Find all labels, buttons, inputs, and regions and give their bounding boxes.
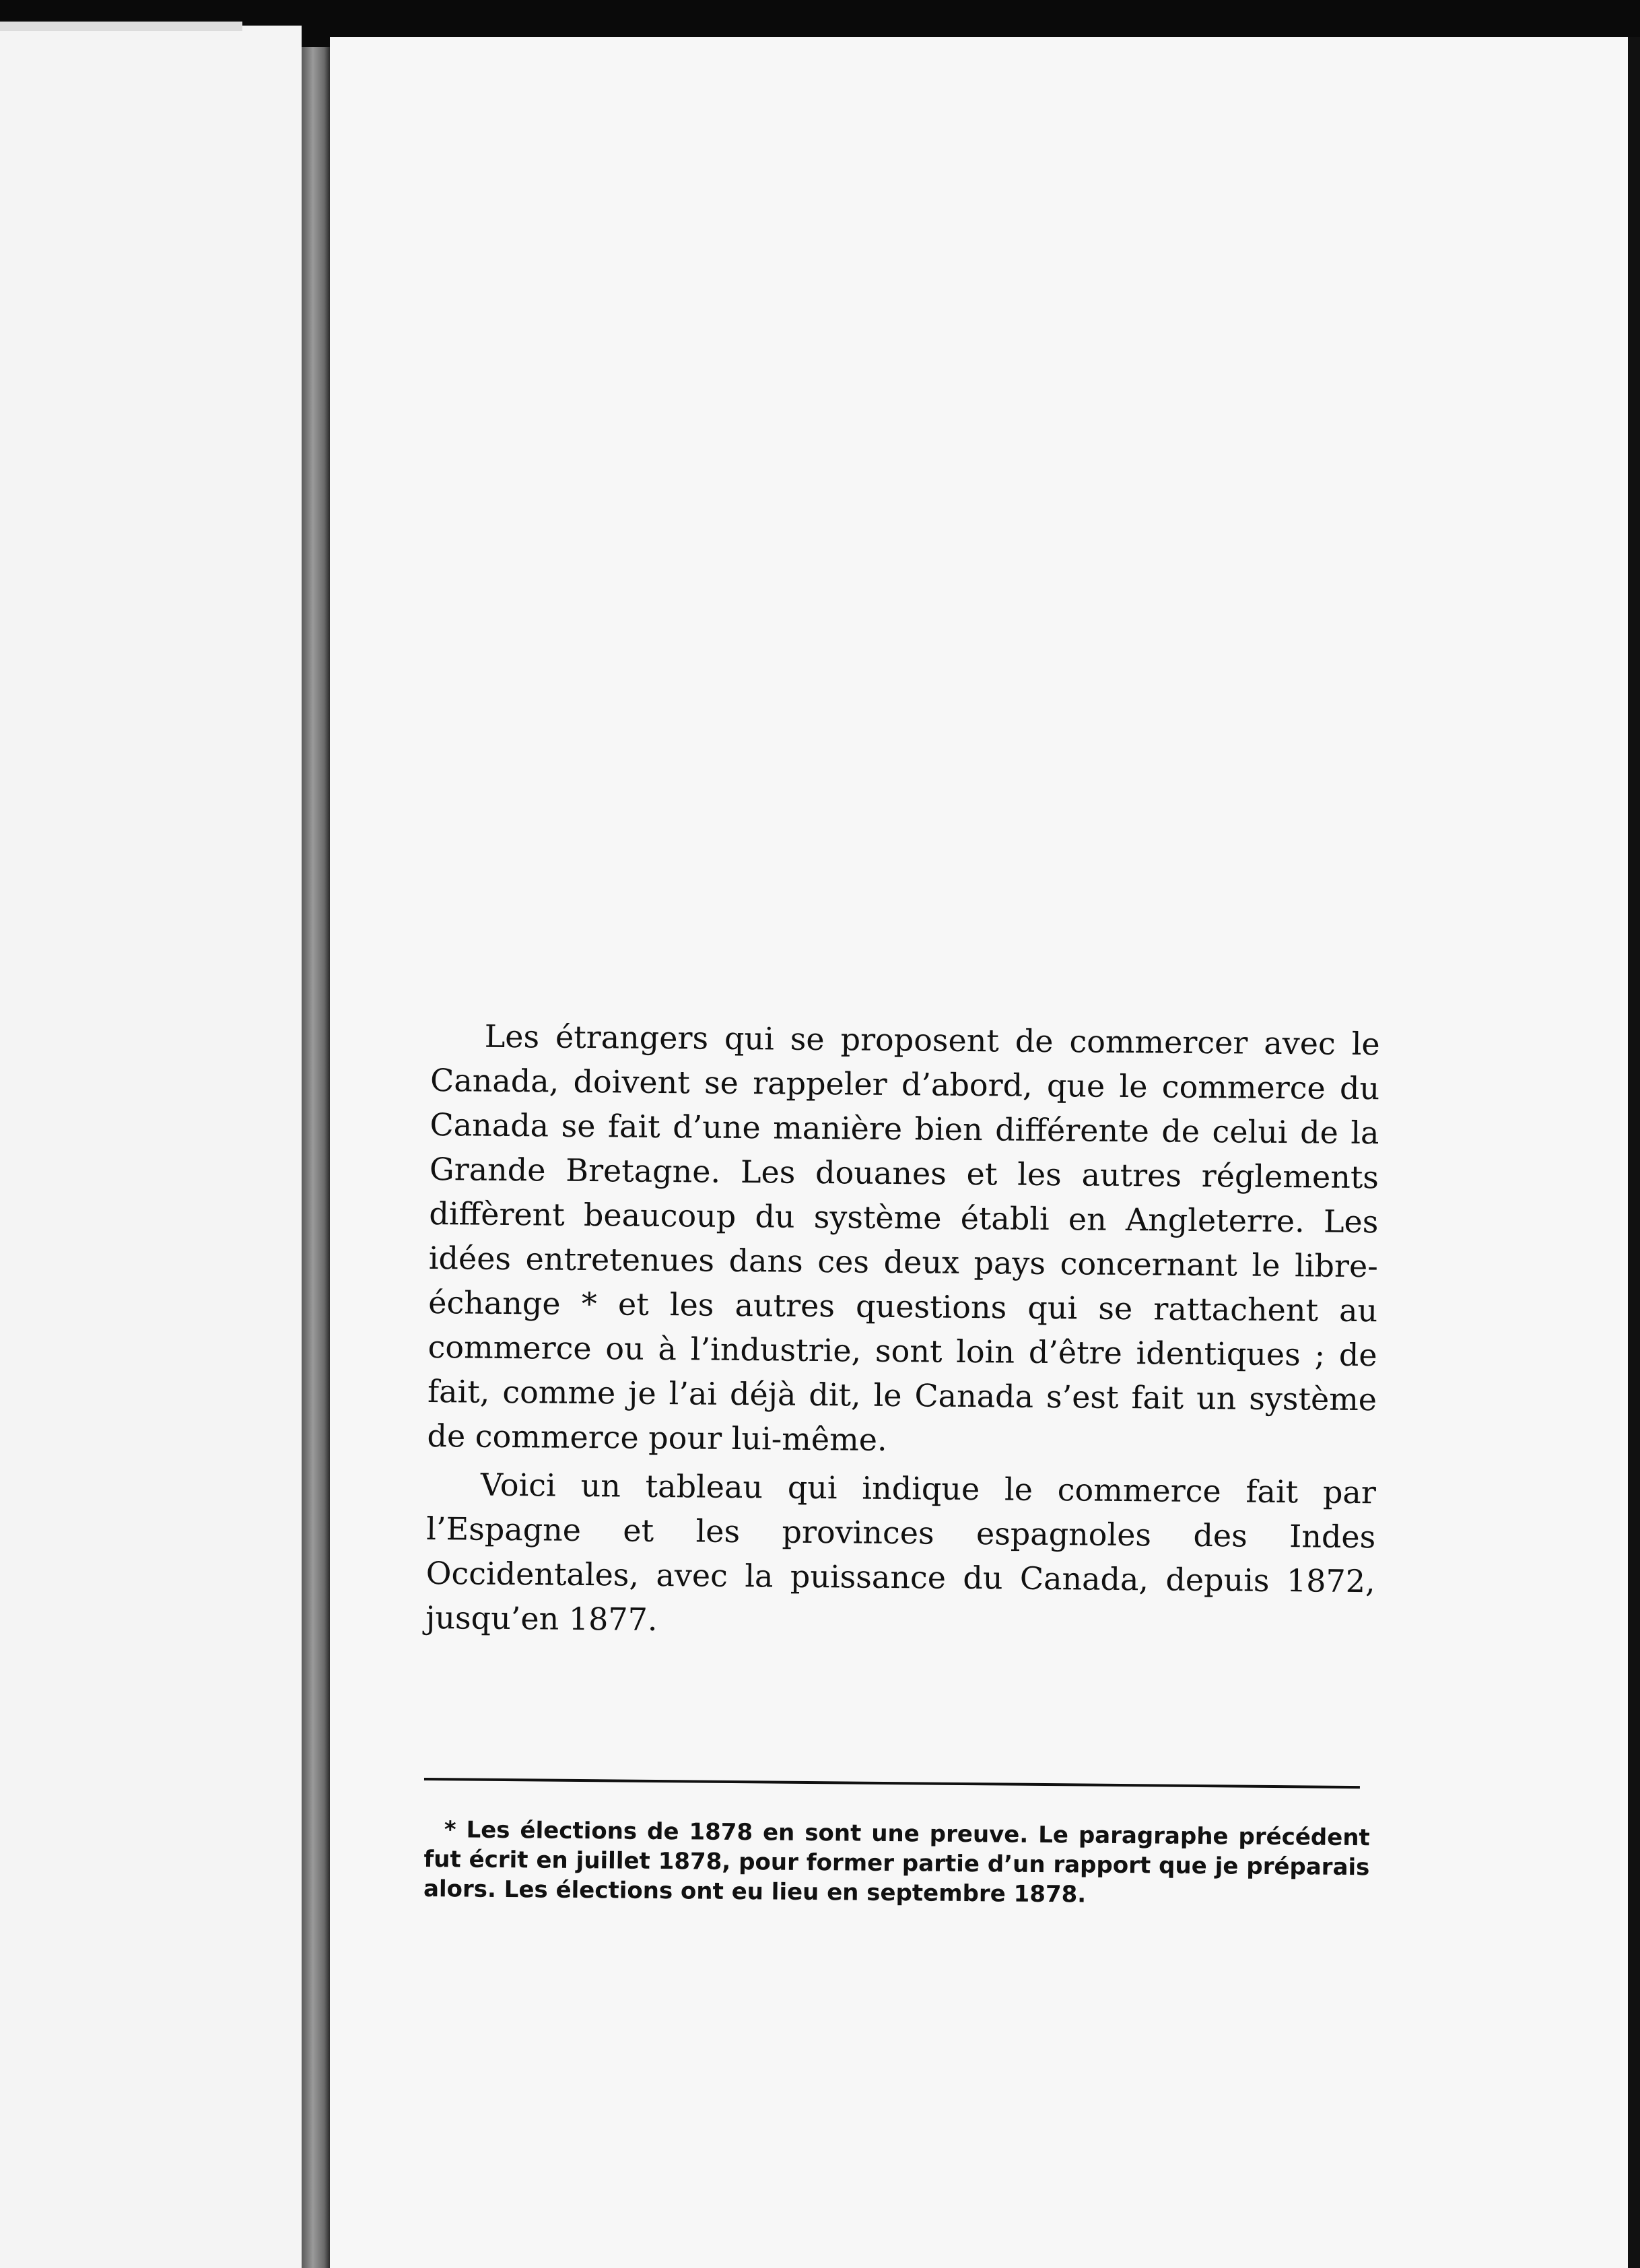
right-page-edge bbox=[1628, 37, 1640, 2268]
paragraph-commerce-intro: Les étrangers qui se proposent de commercer avec le Canada, doivent se rappeler d’abord, que le commerce du Canada se fait d’une manière bien différente de celui de la Grande Bretagne. Les douanes et les autres réglements diffèrent beaucoup du système établi en Angleterre. Les idées entretenues dans ces deux pays concernant le libre-échange * et les autres questions qui se rattachent au commerce ou à l’industrie, sont loin d’être identiques ; de fait, comme je l’ai déjà dit, le Canada s’est fait un système de commerce pour lui-même. bbox=[427, 1018, 1380, 1458]
left-page-top-edge bbox=[0, 22, 242, 31]
right-page bbox=[330, 37, 1640, 2268]
book-gutter bbox=[302, 47, 330, 2268]
footnote: * Les élections de 1878 en sont une preuve. Le paragraphe précédent fut écrit en juillet 1878, pour former partie d’un rapport que je préparais alors. Les élections ont eu lieu en septembre 1878. bbox=[423, 1816, 1370, 1908]
paragraph-table-intro: Voici un tableau qui indique le commerce fait par l’Espagne et les provinces espagnoles des Indes Occidentales, avec la puissance du Canada, depuis 1872, jusqu’en 1877. bbox=[425, 1466, 1377, 1638]
left-page-blank bbox=[0, 26, 302, 2268]
footnote-divider bbox=[424, 1778, 1360, 1789]
main-text bbox=[425, 1013, 1380, 1648]
